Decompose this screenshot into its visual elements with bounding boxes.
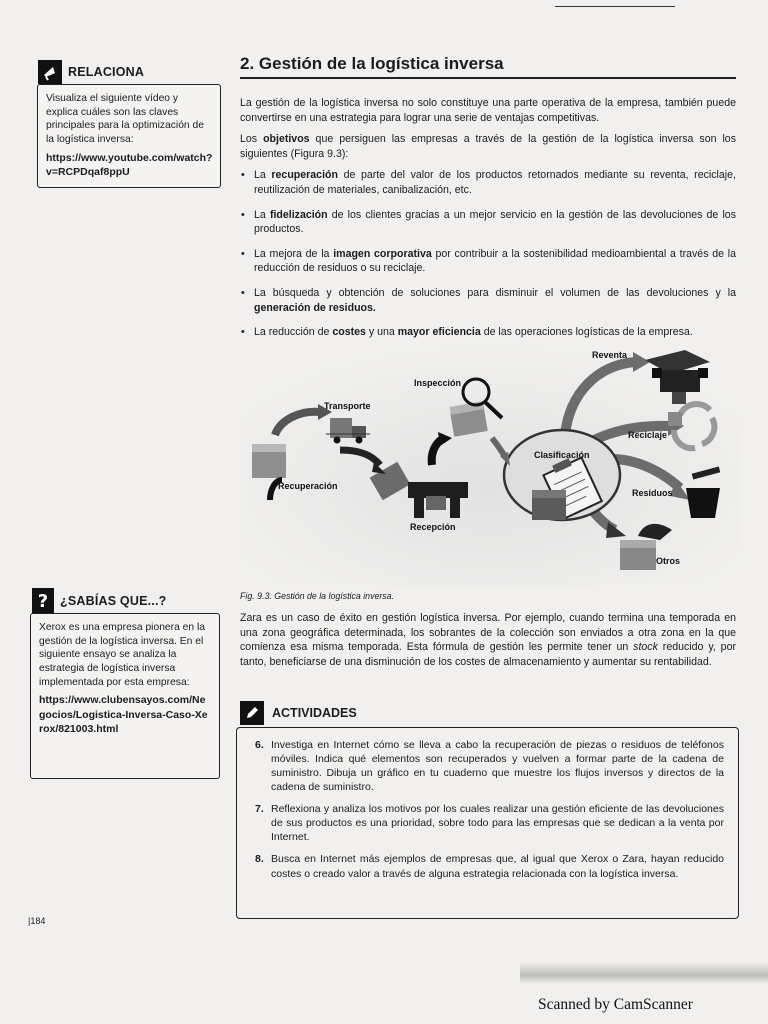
scanner-watermark: Scanned by CamScanner [538, 996, 693, 1013]
top-scan-line [555, 6, 675, 7]
label-otros: Otros [656, 556, 681, 566]
logistics-figure [240, 340, 740, 585]
section-title: 2. Gestión de la logística inversa [240, 54, 504, 73]
return-box-icon [252, 444, 286, 478]
activity-item: 8. Busca en Internet más ejemplos de empresas que, al igual que Xerox o Zara, hayan reducido costes o creado valor a través de alguna estrategia relacionada con la logística inversa. [255, 853, 724, 880]
list-item: • La recuperación de parte del valor de los productos retornados mediante su reventa, reciclaje, reutilización de materiales, canibalización, etc. [240, 168, 736, 197]
label-residuos: Residuos [632, 488, 673, 498]
relaciona-link[interactable]: https://www.youtube.com/watch?v=RCPDqaf8ppU [46, 151, 213, 178]
page-number: |184 [28, 916, 46, 926]
list-item: • La reducción de costes y una mayor eficiencia de las operaciones logísticas de la empresa. [240, 325, 736, 340]
main-body [240, 96, 736, 350]
label-recepcion: Recepción [410, 522, 456, 532]
objetivos-paragraph: Los objetivos que persiguen las empresas a través de la gestión de la logística inversa son los siguientes (Figura 9.3): [240, 133, 736, 160]
relaciona-text: Visualiza el siguiente vídeo y explica cuáles son las claves principales para la optimización de la logística inversa: [46, 93, 204, 146]
relaciona-header [38, 60, 144, 84]
figure-caption: Fig. 9.3. Gestión de la logística inversa. [240, 591, 395, 601]
label-clasificacion: Clasificación [534, 450, 590, 460]
activity-item: 7. Reflexiona y analiza los motivos por los cuales realizar una gestión eficiente de las devoluciones de sus productos es una prioridad, sobre todo para las empresas que se dedican a la venta por Internet. [255, 803, 724, 844]
sabias-text: Xerox es una empresa pionera en la gestión de la logística inversa. En el siguiente ensayo se analiza la estrategia de logística inversa implementada por esta empresa: [39, 622, 205, 688]
label-inspeccion: Inspección [414, 378, 462, 388]
label-reventa: Reventa [592, 350, 628, 360]
list-item: • La mejora de la imagen corporativa por contribuir a la sostenibilidad medioambiental a través de la reducción de residuos o su reciclaje. [240, 247, 736, 276]
list-item: • La fidelización de los clientes gracias a un mejor servicio en la gestión de las devoluciones de los productos. [240, 208, 736, 237]
sabias-box [30, 613, 220, 779]
megaphone-icon [38, 60, 62, 84]
sabias-link[interactable]: https://www.clubensayos.com/Negocios/Logistica-Inversa-Caso-Xerox/821003.html [39, 694, 208, 735]
relaciona-box [37, 84, 221, 188]
activity-item: 6. Investiga en Internet cómo se lleva a cabo la recuperación de piezas o residuos de teléfonos móviles. Indica qué elementos son recuperados y vuelven a formar parte de la cadena de suministro. Dibuja un gráfico en tu cuaderno que muestre los flujos inversos y directos de la cadena de suministro. [255, 739, 724, 794]
logistics-diagram [240, 340, 740, 585]
actividades-header [240, 701, 357, 725]
sabias-header [32, 588, 166, 614]
title-rule [240, 77, 736, 79]
intro-paragraph: La gestión de la logística inversa no solo constituye una parte operativa de la empresa, también puede convertirse en una estrategia para lograr una serie de ventajas competitivas. [240, 97, 736, 124]
label-reciclaje: Reciclaje [628, 430, 668, 440]
pencil-icon [240, 701, 264, 725]
scan-shadow [520, 962, 768, 984]
sabias-title: ¿SABÍAS QUE...? [60, 594, 167, 608]
label-recuperacion: Recuperación [278, 481, 338, 491]
label-transporte: Transporte [324, 401, 371, 411]
actividades-box [236, 727, 739, 919]
objectives-list [240, 168, 736, 339]
question-icon: ? [32, 588, 54, 614]
relaciona-title: RELACIONA [68, 65, 145, 79]
zara-paragraph: Zara es un caso de éxito en gestión logística inversa. Por ejemplo, cuando termina una temporada en una zona geográfica determinada, los sobrantes de la colección son enviados a otra zona en la que comienza esa misma temporada. Esta fórmula de gestión les permite tener un stock reducido y, por tanto, beneficiarse de una disminución de los costes de almacenamiento y aumentar su rentabilidad. [240, 612, 736, 668]
actividades-title: ACTIVIDADES [272, 706, 357, 720]
list-item: • La búsqueda y obtención de soluciones para disminuir el volumen de las devoluciones y la generación de residuos. [240, 286, 736, 315]
